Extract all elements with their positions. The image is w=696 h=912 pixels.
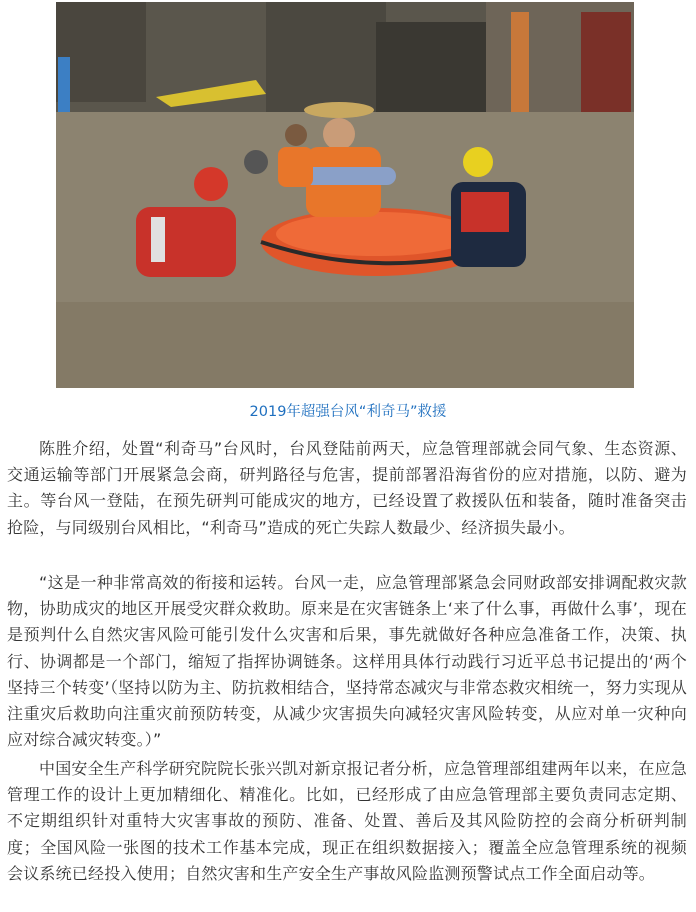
article-paragraph: “这是一种非常高效的衔接和运转。台风一走，应急管理部紧急会同财政部安排调配救灾款物，协助成灾的地区开展受灾群众救助。原来是在灾害链条上‘来了什么事，再做什么事’，现在是预判什么自然灾害风险可能引发什么灾害和后果，事先就做好各种应急准备工作，决策、执行、协调都是一个部门，缩短了指挥协调链条。这样用具体行动践行习近平总书记提出的‘两个坚持三个转变’（坚持以防为主、防抗救相结合，坚持常态减灾与非常态救灾相统一，努力实现从注重灾后救助向注重灾前预防转变，从减少灾害损失向减轻灾害风险转变，从应对单一灾种向应对综合减灾转变。）” xyxy=(7,573,687,750)
rescue-photo xyxy=(56,2,634,388)
flood-rescue-illustration xyxy=(56,2,634,388)
article-paragraph: 陈胜介绍，处置“利奇马”台风时，台风登陆前两天，应急管理部就会同气象、生态资源、交通运输等部门开展紧急会商，研判路径与危害，提前部署沿海省份的应对措施，以防、避为主。等台风一登陆，在预先研判可能成灾的地方，已经设置了救援队伍和装备，随时准备突击抢险，与同级别台风相比，“利奇马”造成的死亡失踪人数最少、经济损失最小。 xyxy=(7,439,687,537)
photo-caption: 2019年超强台风“利奇马”救援 xyxy=(249,404,447,420)
article-paragraph: 中国安全生产科学研究院院长张兴凯对新京报记者分析，应急管理部组建两年以来，在应急管理工作的设计上更加精细化、精准化。比如，已经形成了由应急管理部主要负责同志定期、不定期组织针对重特大灾害事故的预防、准备、处置、善后及其风险防控的会商分析研判制度；全国风险一张图的技术工作基本完成，现正在组织数据接入；覆盖全应急管理系统的视频会议系统已经投入使用；自然灾害和生产安全生产事故风险监测预警试点工作全面启动等。 xyxy=(7,759,688,883)
